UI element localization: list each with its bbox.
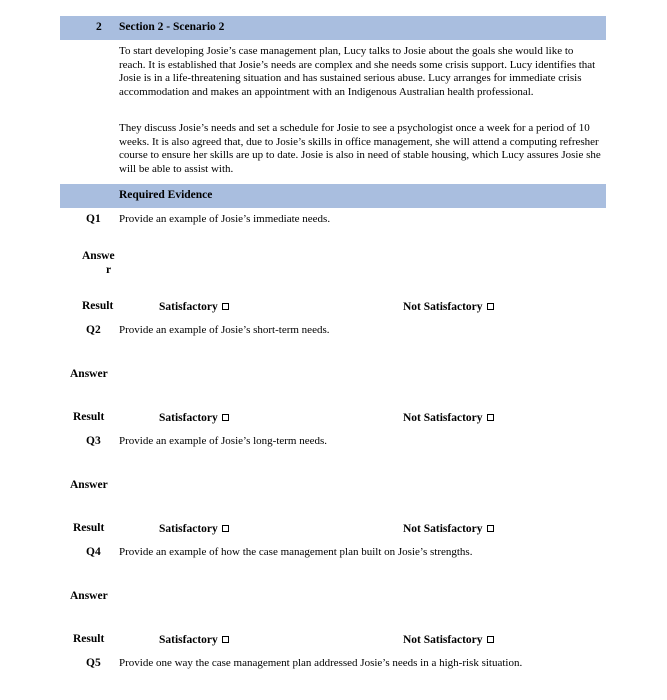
satisfactory-label: Satisfactory — [159, 634, 218, 646]
not-satisfactory-option[interactable] — [403, 301, 494, 313]
checkbox-icon[interactable] — [487, 525, 494, 532]
satisfactory-label: Satisfactory — [159, 412, 218, 424]
satisfactory-option[interactable] — [159, 634, 229, 646]
answer-label: Answer — [70, 590, 108, 602]
question-label: Q4 — [86, 546, 101, 558]
question-text: Provide an example of Josie’s short-term needs. — [119, 324, 330, 336]
answer-label-line1: Answe — [82, 250, 115, 262]
question-label: Q3 — [86, 435, 101, 447]
satisfactory-label: Satisfactory — [159, 523, 218, 535]
section-number: 2 — [96, 21, 102, 33]
checkbox-icon[interactable] — [222, 525, 229, 532]
answer-label: Answer — [70, 368, 108, 380]
question-text: Provide an example of Josie’s immediate needs. — [119, 213, 331, 225]
not-satisfactory-label: Not Satisfactory — [403, 301, 483, 313]
answer-area-q1[interactable] — [130, 240, 600, 284]
not-satisfactory-option[interactable] — [403, 634, 494, 646]
checkbox-icon[interactable] — [222, 303, 229, 310]
checkbox-icon[interactable] — [487, 636, 494, 643]
satisfactory-label: Satisfactory — [159, 301, 218, 313]
not-satisfactory-option[interactable] — [403, 412, 494, 424]
question-text: Provide one way the case management plan addressed Josie’s needs in a high-risk situation. — [119, 657, 523, 669]
answer-label-line2: r — [106, 264, 112, 276]
section-title: Section 2 - Scenario 2 — [119, 21, 225, 33]
result-label: Result — [73, 522, 105, 534]
checkbox-icon[interactable] — [222, 414, 229, 421]
satisfactory-option[interactable] — [159, 412, 229, 424]
question-label: Q2 — [86, 324, 101, 336]
question-label: Q5 — [86, 657, 101, 669]
not-satisfactory-label: Not Satisfactory — [403, 412, 483, 424]
answer-area-q3[interactable] — [130, 461, 600, 505]
question-text: Provide an example of how the case management plan built on Josie’s strengths. — [119, 546, 473, 558]
not-satisfactory-label: Not Satisfactory — [403, 634, 483, 646]
satisfactory-option[interactable] — [159, 523, 229, 535]
answer-label: Answer — [70, 479, 108, 491]
answer-area-q2[interactable] — [130, 350, 600, 394]
result-label: Result — [73, 411, 105, 423]
required-evidence-heading: Required Evidence — [119, 189, 213, 201]
satisfactory-option[interactable] — [159, 301, 229, 313]
result-label: Result — [82, 300, 114, 312]
checkbox-icon[interactable] — [487, 414, 494, 421]
scenario-paragraph-1: To start developing Josie’s case management plan, Lucy talks to Josie about the goals she would like to reach. It is established that Josie’s needs are complex and she needs some crisis support. Lucy identifies that Josie is in a life-threatening situation and has sustained serious abuse. Lucy arranges for immediate crisis accommodation and makes an appointment with an Indigenous Australian health professional. — [119, 45, 596, 98]
scenario-paragraph-2: They discuss Josie’s needs and set a schedule for Josie to see a psychologist once a week for a period of 10 weeks. It is also agreed that, due to Josie’s skills in office management, she will attend a computing refresher course to ensure her skills are up to date. Josie is also in need of stable housing, which Lucy assures Josie she will be able to assist with. — [119, 122, 601, 175]
result-label: Result — [73, 633, 105, 645]
checkbox-icon[interactable] — [222, 636, 229, 643]
not-satisfactory-label: Not Satisfactory — [403, 523, 483, 535]
checkbox-icon[interactable] — [487, 303, 494, 310]
answer-area-q4[interactable] — [130, 572, 600, 616]
not-satisfactory-option[interactable] — [403, 523, 494, 535]
question-text: Provide an example of Josie’s long-term needs. — [119, 435, 328, 447]
question-label: Q1 — [86, 213, 101, 225]
